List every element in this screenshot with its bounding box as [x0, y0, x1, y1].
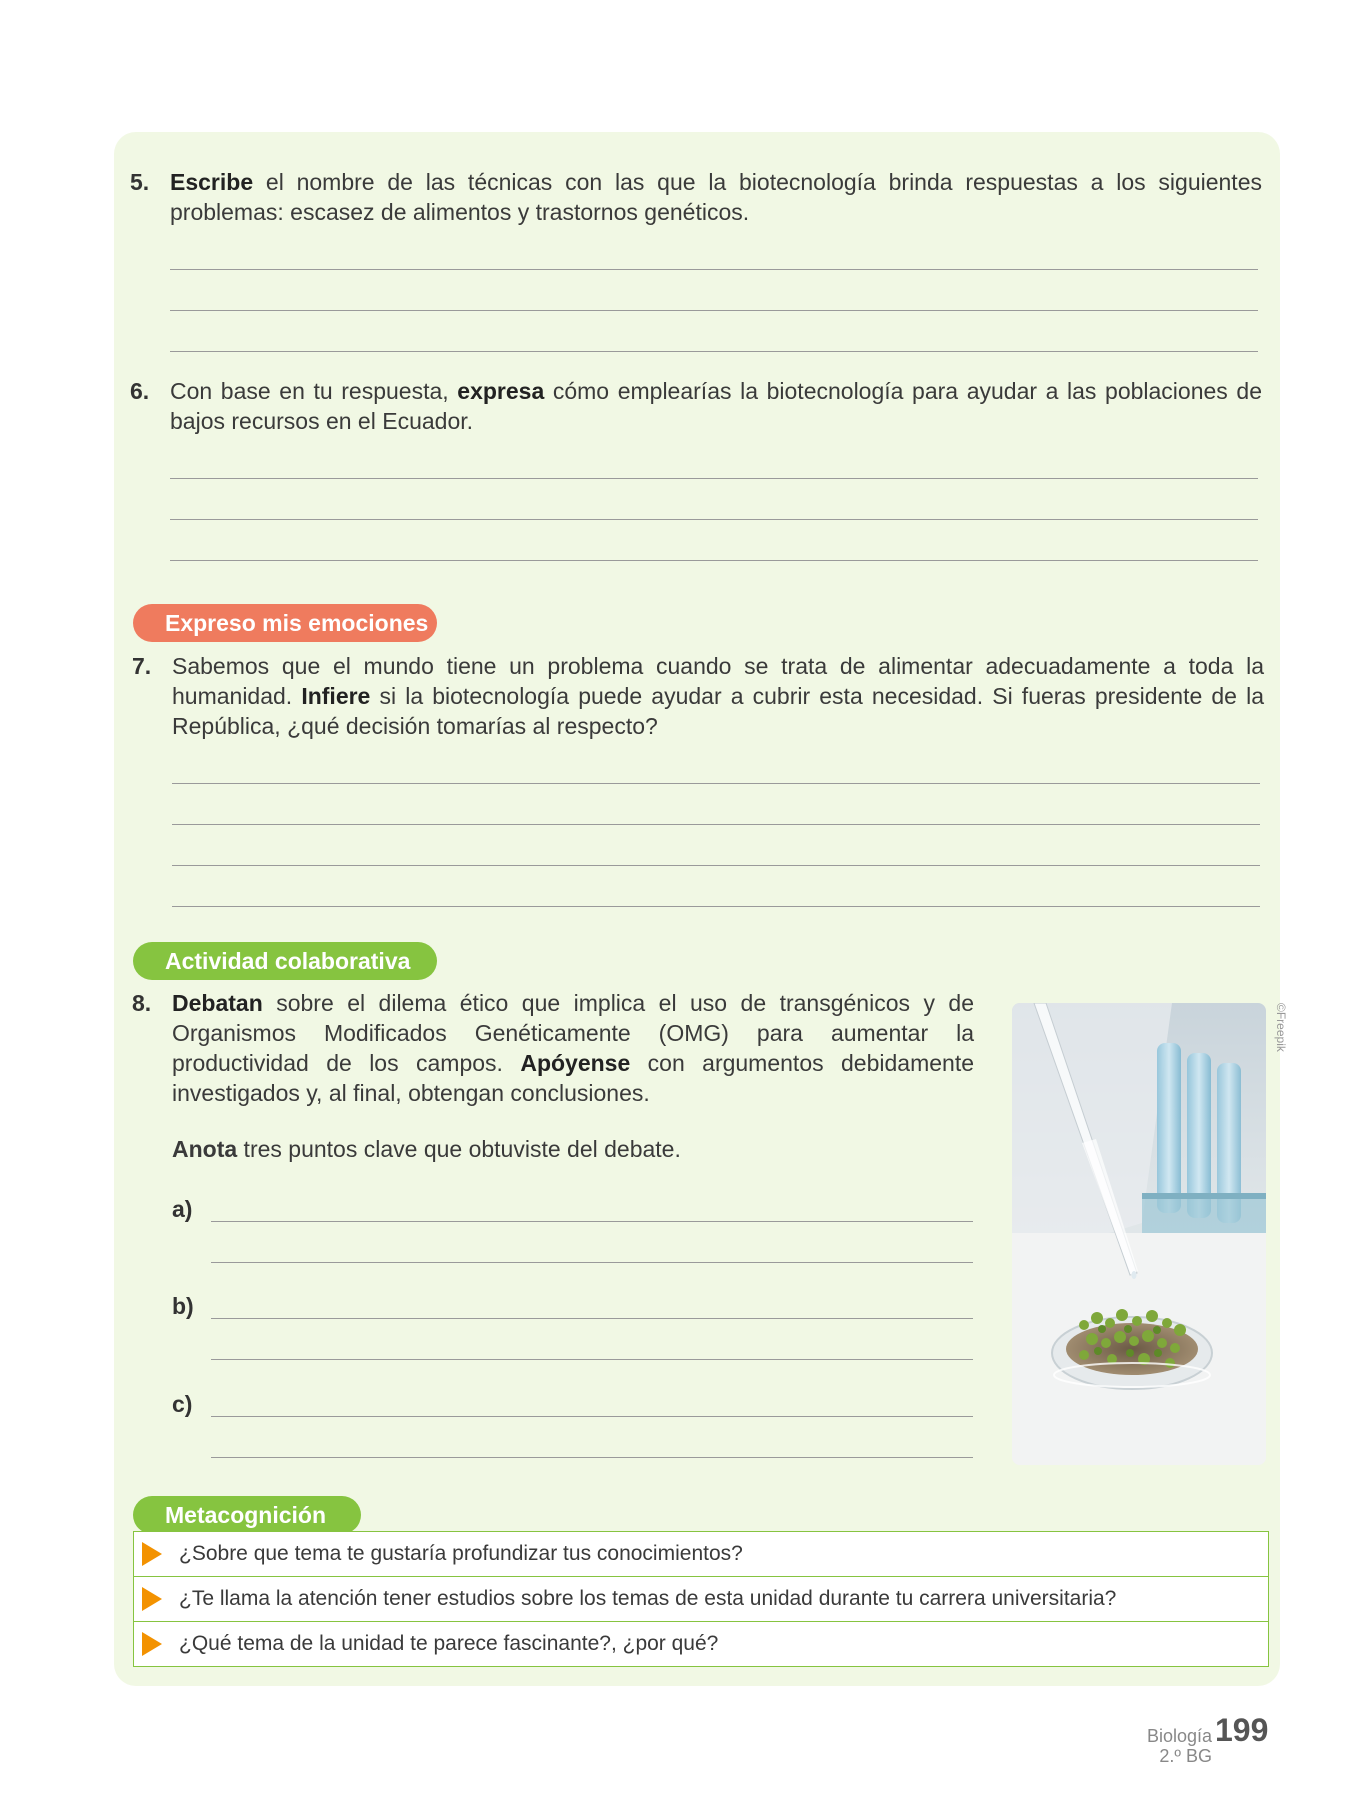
instruction-verb: Infiere — [301, 683, 371, 709]
question-text — [172, 988, 974, 1108]
option-c-label: c) — [172, 1391, 193, 1417]
question-body: Sabemos que el mundo tiene un problema cuando se trata de alimentar adecuadamente a toda la humanidad. — [172, 653, 1264, 709]
question-text — [172, 651, 1264, 741]
answer-line[interactable] — [172, 906, 1260, 907]
answer-line[interactable] — [170, 519, 1258, 520]
question-body: Con base en tu respuesta, — [170, 378, 458, 404]
section-collab-label: Actividad colaborativa — [133, 942, 437, 980]
question-text — [170, 376, 1262, 436]
question-5 — [130, 167, 1262, 227]
option-b-label: b) — [172, 1293, 194, 1319]
photo-credit: ©Freepik — [1274, 1003, 1288, 1052]
question-body: con argumentos debidamente investigados y, al final, obtengan conclusiones. — [172, 1050, 975, 1106]
question-body: el nombre de las técnicas con las que la biotecnología brinda respuestas a los siguientes problemas: escasez de alimentos y trastornos genéticos. — [170, 169, 1262, 225]
list-item — [134, 1577, 1268, 1622]
section-meta-label: Metacognición — [133, 1496, 361, 1534]
section-emotions-label: Expreso mis emociones — [133, 604, 437, 642]
answer-line[interactable] — [170, 310, 1258, 311]
question-number: 7. — [132, 653, 152, 679]
question-text — [170, 167, 1262, 227]
answer-line-c2[interactable] — [211, 1457, 973, 1458]
option-a-label: a) — [172, 1196, 193, 1222]
arrow-icon — [142, 1632, 162, 1656]
answer-line[interactable] — [170, 478, 1258, 479]
list-item — [134, 1622, 1268, 1666]
list-item-text: ¿Qué tema de la unidad te parece fascinante?, ¿por qué? — [179, 1632, 719, 1655]
question-7 — [132, 651, 1264, 741]
instruction-verb: expresa — [457, 378, 545, 404]
footer-subject: Biología — [1146, 1726, 1212, 1746]
answer-line[interactable] — [170, 351, 1258, 352]
answer-line[interactable] — [170, 560, 1258, 561]
arrow-icon — [142, 1542, 162, 1566]
question-number: 6. — [130, 378, 150, 404]
footer-grade: 2.º BG — [1159, 1746, 1212, 1766]
question-6 — [130, 376, 1262, 436]
question-body: cómo emplearías la biotecnología para ayudar a las poblaciones de bajos recursos en el Ecuador. — [170, 378, 1262, 434]
answer-line[interactable] — [172, 824, 1260, 825]
list-item — [134, 1532, 1268, 1577]
answer-line-b2[interactable] — [211, 1359, 973, 1360]
arrow-icon — [142, 1587, 162, 1611]
instruction-verb: Anota — [172, 1136, 238, 1162]
answer-line-b1[interactable] — [211, 1318, 973, 1319]
page-number: 199 — [1215, 1712, 1269, 1748]
instruction-verb: Apóyense — [520, 1050, 631, 1076]
note-body: tres puntos clave que obtuviste del debate. — [237, 1136, 681, 1162]
question-number: 5. — [130, 169, 150, 195]
answer-line[interactable] — [170, 269, 1258, 270]
lab-photo — [1012, 1003, 1266, 1465]
answer-line[interactable] — [172, 783, 1260, 784]
answer-line[interactable] — [172, 865, 1260, 866]
answer-line-a1[interactable] — [211, 1221, 973, 1222]
list-item-text: ¿Te llama la atención tener estudios sobre los temas de esta unidad durante tu carrera universitaria? — [179, 1587, 1117, 1610]
metacognition-list — [133, 1531, 1269, 1667]
question-number: 8. — [132, 990, 152, 1016]
question-body: si la biotecnología puede ayudar a cubrir esta necesidad. Si fueras presidente de la República, ¿qué decisión tomarías al respecto? — [172, 683, 1264, 739]
answer-line-a2[interactable] — [211, 1262, 973, 1263]
question-body: sobre el dilema ético que implica el uso de transgénicos y de Organismos Modificados Genéticamente (OMG) para aumentar la productividad de los campos. — [172, 990, 974, 1076]
answer-line-c1[interactable] — [211, 1416, 973, 1417]
list-item-text: ¿Sobre que tema te gustaría profundizar tus conocimientos? — [179, 1542, 743, 1565]
instruction-verb: Escribe — [170, 169, 254, 195]
debate-note — [172, 1134, 972, 1164]
instruction-verb: Debatan — [172, 990, 263, 1016]
question-8 — [132, 988, 974, 1108]
